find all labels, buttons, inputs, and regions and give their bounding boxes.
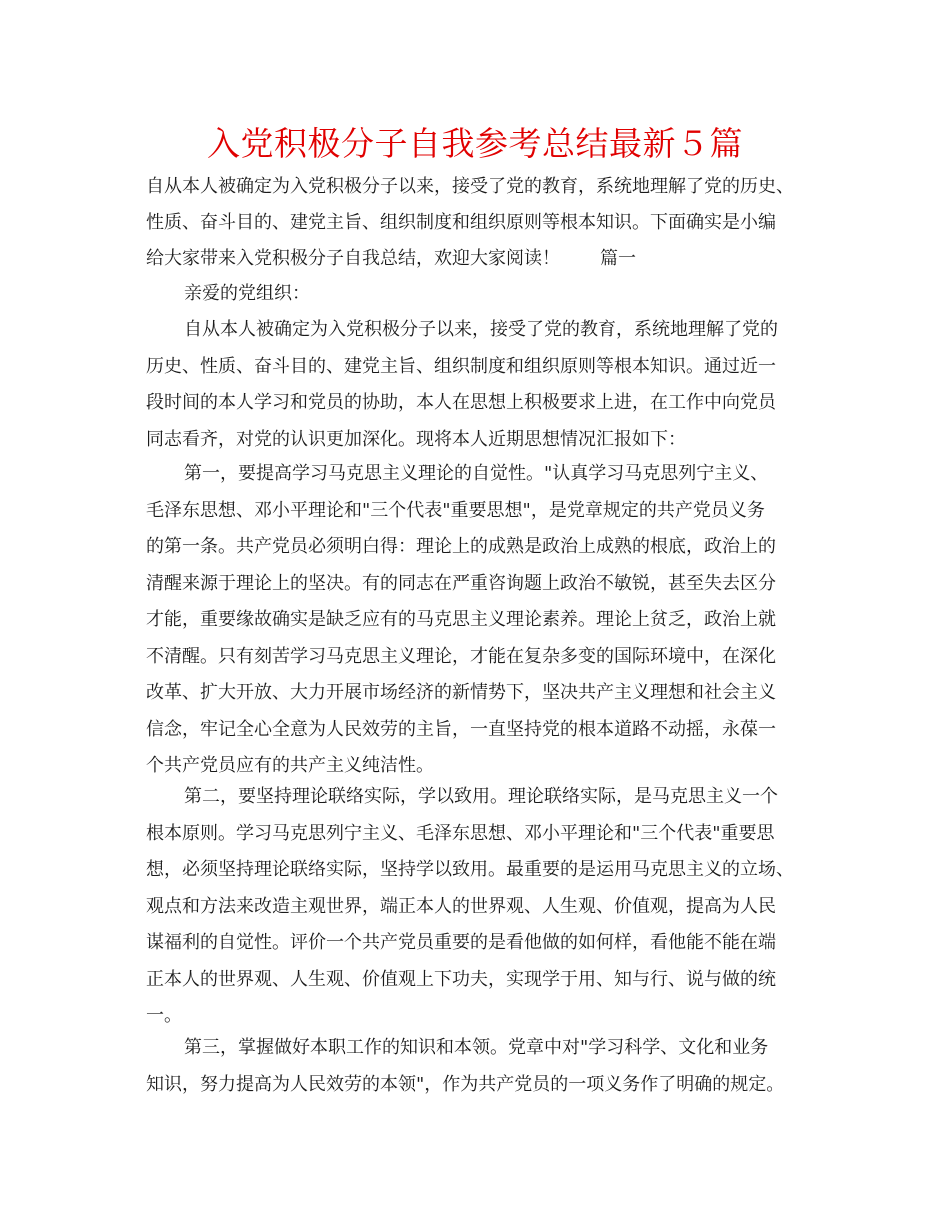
paragraph-line: 想，必须坚持理论联络实际，坚持学以致用。最重要的是运用马克思主义的立场、 <box>146 859 794 880</box>
intro-paragraph <box>146 169 811 277</box>
paragraph-2 <box>146 456 811 785</box>
paragraph-line: 观点和方法来改造主观世界，端正本人的世界观、人生观、价值观，提高为人民 <box>146 895 776 917</box>
paragraph-line: 个共产党员应有的共产主义纯洁性。 <box>146 755 434 776</box>
document-title: 入党积极分子自我参考总结最新５篇 <box>207 124 743 163</box>
salutation-block <box>146 276 811 313</box>
salutation: 亲爱的党组织： <box>184 283 310 304</box>
paragraph-line: 毛泽东思想、邓小平理论和"三个代表"重要思想"，是党章规定的共产党员义务 <box>146 499 765 521</box>
paragraph-line: 根本原则。学习马克思列宁主义、毛泽东思想、邓小平理论和"三个代表"重要思 <box>146 822 775 844</box>
paragraph-line: 谋福利的自觉性。评价一个共产党员重要的是看他做的如何样，看他能不能在端 <box>146 932 776 953</box>
intro-line <box>146 241 811 277</box>
intro-line: 自从本人被确定为入党积极分子以来，接受了党的教育，系统地理解了党的历史、 <box>146 176 794 197</box>
paragraph-line: 信念，牢记全心全意为人民效劳的主旨，一直坚持党的根本道路不动摇，永葆一 <box>146 718 776 740</box>
intro-line-text: 给大家带来入党积极分子自我总结，欢迎大家阅读！ <box>146 248 560 269</box>
paragraph-line: 的第一条。共产党员必须明白得：理论上的成熟是政治上成熟的根底，政治上的 <box>146 536 776 557</box>
paragraph-line: 自从本人被确定为入党积极分子以来，接受了党的教育，系统地理解了党的 <box>184 319 778 340</box>
paragraph-3 <box>146 779 811 1035</box>
paragraph-line: 段时间的本人学习和党员的协助，本人在思想上积极要求上进，在工作中向党员 <box>146 392 776 413</box>
paragraph-line: 才能，重要缘故确实是缺乏应有的马克思主义理论素养。理论上贫乏，政治上就 <box>146 609 776 630</box>
paragraph-line: 知识，努力提高为人民效劳的本领"，作为共产党员的一项义务作了明确的规定。 <box>146 1073 785 1095</box>
paragraph-1 <box>146 312 811 458</box>
intro-line: 性质、奋斗目的、建党主旨、组织制度和组织原则等根本知识。下面确实是小编 <box>146 212 776 233</box>
paragraph-line: 第二，要坚持理论联络实际，学以致用。理论联络实际，是马克思主义一个 <box>184 786 778 807</box>
paragraph-line: 历史、性质、奋斗目的、建党主旨、组织制度和组织原则等根本知识。通过近一 <box>146 355 776 377</box>
paragraph-line: 同志看齐，对党的认识更加深化。现将本人近期思想情况汇报如下： <box>146 428 686 450</box>
paragraph-4 <box>146 1030 811 1103</box>
paragraph-line: 不清醒。只有刻苦学习马克思主义理论，才能在复杂多变的国际环境中，在深化 <box>146 645 776 667</box>
paragraph-line: 第一，要提高学习马克思主义理论的自觉性。"认真学习马克思列宁主义、 <box>184 463 769 484</box>
paragraph-line: 一。 <box>146 1005 182 1026</box>
paragraph-line: 改革、扩大开放、大力开展市场经济的新情势下，坚决共产主义理想和社会主义 <box>146 682 776 703</box>
paragraph-line: 清醒来源于理论上的坚决。有的同志在严重咨询题上政治不敏锐，甚至失去区分 <box>146 572 776 594</box>
section-label: 篇一 <box>600 248 636 269</box>
paragraph-line: 第三，掌握做好本职工作的知识和本领。党章中对"学习科学、文化和业务 <box>184 1037 769 1058</box>
paragraph-line: 正本人的世界观、人生观、价值观上下功夫，实现学于用、知与行、说与做的统 <box>146 968 776 990</box>
